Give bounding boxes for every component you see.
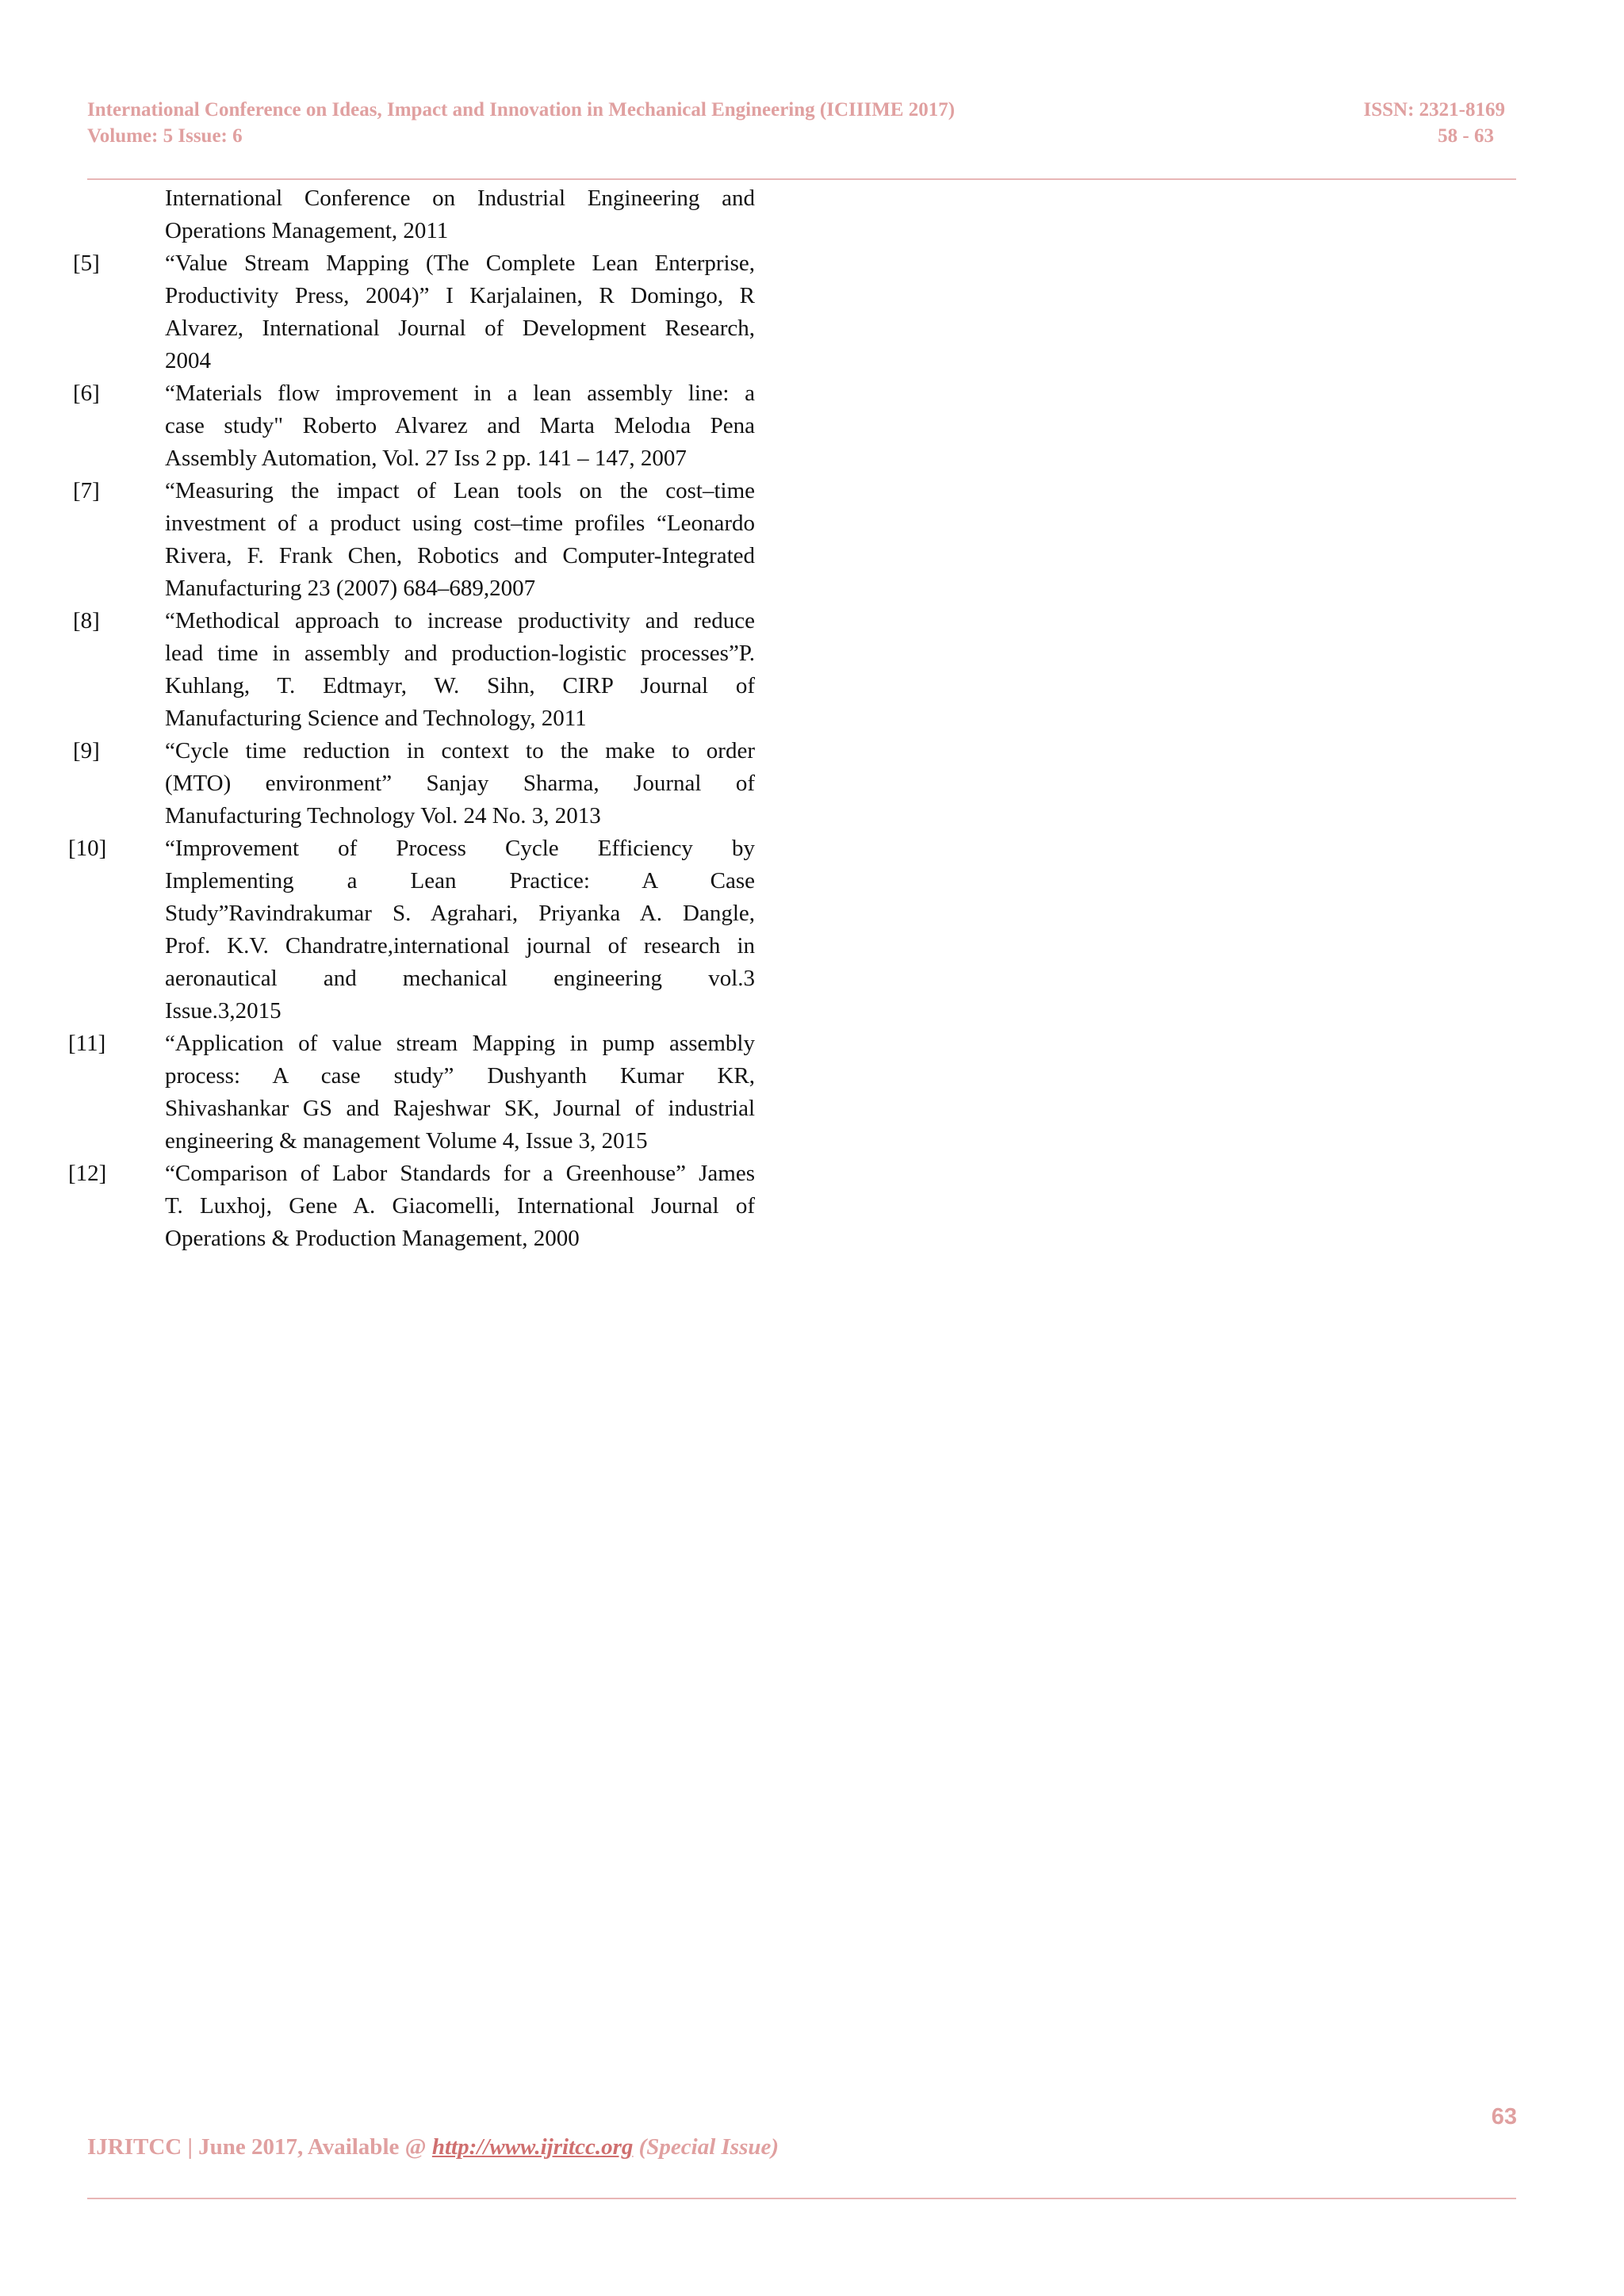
page-number: 63 — [1491, 2104, 1517, 2130]
reference-text — [165, 832, 755, 1027]
reference-line: Kuhlang, T. Edtmayr, W. Sihn, CIRP Journal of — [165, 673, 755, 698]
reference-text — [165, 247, 755, 377]
reference-number: [9] — [73, 738, 100, 763]
reference-line: “Improvement of Process Cycle Efficiency by — [165, 836, 755, 861]
footer — [87, 2134, 779, 2160]
reference-line: Implementing a Lean Practice: A Case — [165, 868, 755, 894]
reference-line: 2004 — [165, 348, 211, 373]
reference-item — [68, 475, 755, 605]
reference-line: Study”Ravindrakumar S. Agrahari, Priyanka A. Dangle, — [165, 901, 755, 926]
reference-line: Issue.3,2015 — [165, 998, 282, 1024]
reference-line: Rivera, F. Frank Chen, Robotics and Computer-Integrated — [165, 543, 755, 568]
reference-text — [165, 377, 755, 475]
reference-line: Operations & Production Management, 2000 — [165, 1226, 580, 1251]
reference-line: T. Luxhoj, Gene A. Giacomelli, International Journal of — [165, 1193, 755, 1219]
reference-line: Operations Management, 2011 — [165, 218, 449, 243]
reference-line: Manufacturing Technology Vol. 24 No. 3, 2013 — [165, 803, 601, 828]
reference-line: Assembly Automation, Vol. 27 Iss 2 pp. 141 – 147, 2007 — [165, 446, 687, 471]
footer-journal-info: IJRITCC | June 2017, Available @ — [87, 2134, 432, 2160]
reference-item — [68, 1158, 755, 1255]
reference-text — [165, 475, 755, 605]
reference-item — [68, 182, 755, 247]
journal-website-link[interactable]: http://www.ijritcc.org — [431, 2134, 634, 2160]
reference-line: process: A case study” Dushyanth Kumar KR, — [165, 1063, 755, 1089]
reference-text — [165, 605, 755, 735]
reference-line: case study" Roberto Alvarez and Marta Melodıa Pena — [165, 413, 755, 438]
reference-number: [12] — [68, 1161, 107, 1186]
reference-line: “Value Stream Mapping (The Complete Lean Enterprise, — [165, 251, 755, 276]
reference-item — [68, 832, 755, 1027]
reference-text — [165, 182, 755, 247]
reference-line: aeronautical and mechanical engineering vol.3 — [165, 966, 755, 991]
reference-line: Shivashankar GS and Rajeshwar SK, Journal of industrial — [165, 1096, 755, 1121]
reference-text — [165, 1027, 755, 1158]
reference-item — [68, 377, 755, 475]
volume-issue: Volume: 5 Issue: 6 — [87, 125, 243, 147]
reference-line: Prof. K.V. Chandratre,international journal of research in — [165, 933, 755, 959]
reference-number: [8] — [73, 608, 100, 633]
reference-number: [10] — [68, 836, 107, 861]
footer-special-issue: (Special Issue) — [633, 2134, 779, 2160]
reference-line: lead time in assembly and production-logistic processes”P. — [165, 641, 755, 666]
reference-number — [68, 182, 165, 247]
reference-line: Manufacturing Science and Technology, 2011 — [165, 706, 587, 731]
reference-item — [68, 735, 755, 832]
reference-line: Productivity Press, 2004)” I Karjalainen, R Domingo, R — [165, 283, 755, 308]
reference-line: “Comparison of Labor Standards for a Greenhouse” James — [165, 1161, 755, 1186]
page-range: 58 - 63 — [1438, 125, 1494, 147]
reference-line: “Cycle time reduction in context to the make to order — [165, 738, 755, 763]
footer-divider — [87, 2198, 1516, 2199]
reference-item — [68, 605, 755, 735]
reference-line: “Measuring the impact of Lean tools on the cost–time — [165, 478, 755, 503]
reference-item — [68, 247, 755, 377]
reference-number: [11] — [68, 1031, 106, 1056]
reference-line: Alvarez, International Journal of Development Research, — [165, 316, 755, 341]
reference-text — [165, 1158, 755, 1255]
header-divider — [87, 178, 1516, 180]
reference-text — [165, 735, 755, 832]
reference-line: investment of a product using cost–time profiles “Leonardo — [165, 511, 755, 536]
running-header-right — [1364, 97, 1506, 149]
running-header-left — [87, 97, 955, 149]
reference-line: engineering & management Volume 4, Issue 3, 2015 — [165, 1128, 648, 1154]
reference-number: [6] — [73, 381, 100, 406]
reference-number: [7] — [73, 478, 100, 503]
reference-line: “Materials flow improvement in a lean assembly line: a — [165, 381, 755, 406]
conference-title: International Conference on Ideas, Impact and Innovation in Mechanical Engineering (ICIIIME 2017) — [87, 99, 956, 121]
issn: ISSN: 2321-8169 — [1363, 99, 1505, 121]
reference-item — [68, 1027, 755, 1158]
reference-line: (MTO) environment” Sanjay Sharma, Journal of — [165, 771, 755, 796]
reference-list — [68, 182, 755, 1255]
reference-line: Manufacturing 23 (2007) 684–689,2007 — [165, 576, 536, 601]
reference-line: “Application of value stream Mapping in pump assembly — [165, 1031, 755, 1056]
reference-line: International Conference on Industrial Engineering and — [165, 186, 755, 211]
reference-line: “Methodical approach to increase productivity and reduce — [165, 608, 755, 633]
reference-number: [5] — [73, 251, 100, 276]
